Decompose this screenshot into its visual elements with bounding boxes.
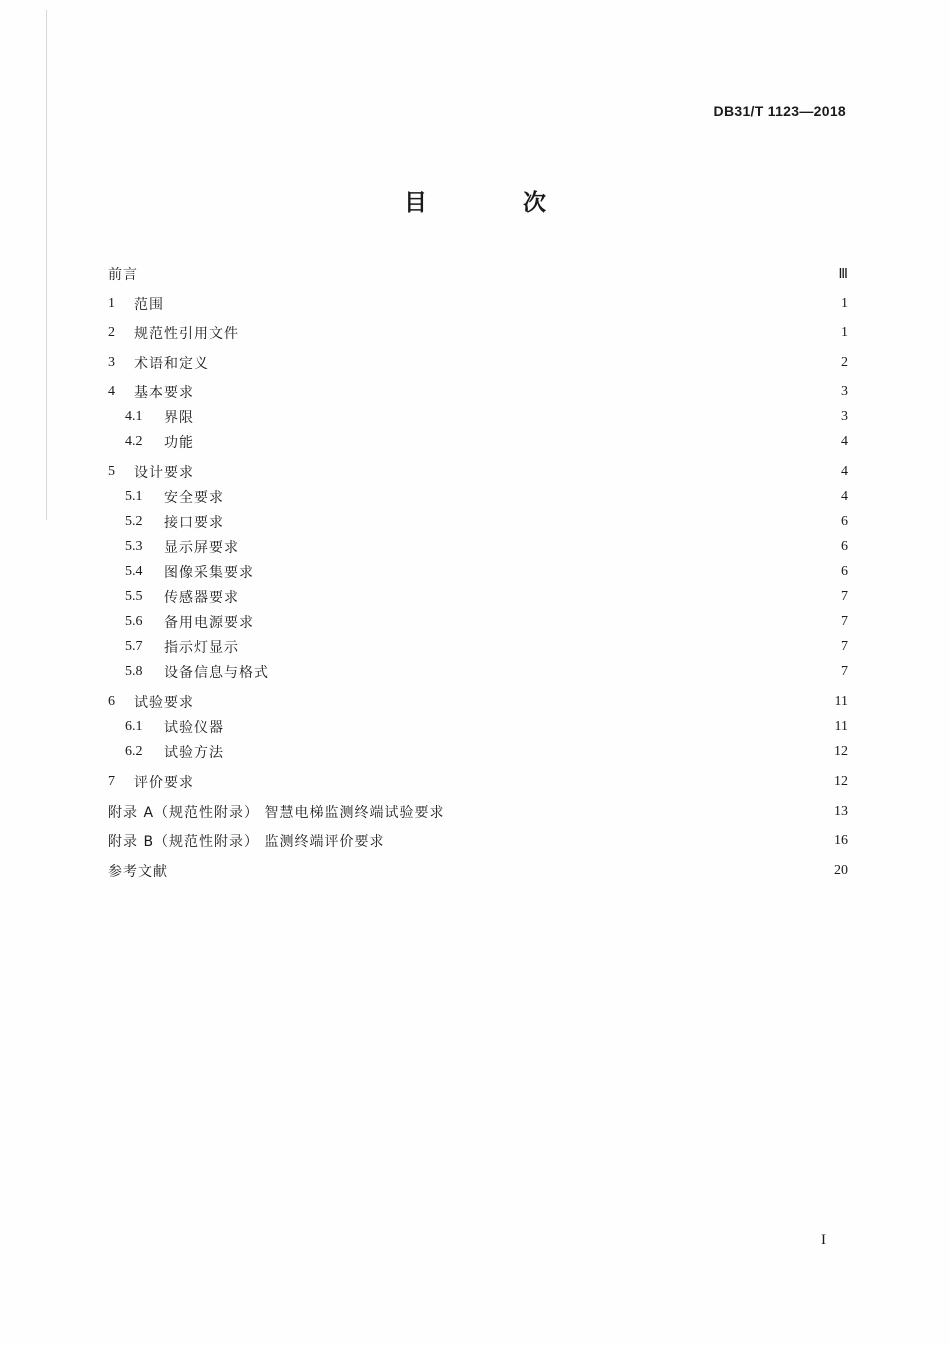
toc-entry-number: 7 — [108, 774, 115, 789]
toc-entry-page: 7 — [841, 664, 848, 679]
toc-entry-label: 设备信息与格式 — [164, 665, 269, 681]
toc-entry-7[interactable] — [108, 772, 848, 792]
toc-entry-label: 设计要求 — [134, 465, 194, 481]
toc-entry-5-6[interactable] — [125, 612, 848, 632]
toc-entry-label: 规范性引用文件 — [134, 326, 239, 342]
toc-entry-5-2[interactable] — [125, 512, 848, 532]
toc-entry-page: 2 — [841, 355, 848, 370]
toc-entry-label: 附录 B（规范性附录） 监测终端评价要求 — [108, 834, 385, 850]
toc-leader-dots — [247, 637, 832, 657]
toc-entry-label: 传感器要求 — [164, 590, 239, 606]
toc-entry-page: 16 — [834, 833, 848, 848]
toc-entry-1[interactable] — [108, 294, 848, 314]
toc-entry-page: 12 — [834, 774, 848, 789]
toc-entry-number: 5.1 — [125, 489, 143, 504]
toc-entry-5-3[interactable] — [125, 537, 848, 557]
toc-entry-appendix-b[interactable] — [108, 831, 848, 851]
toc-leader-dots — [262, 612, 832, 632]
toc-entry-number: 4.1 — [125, 409, 143, 424]
toc-leader-dots — [232, 742, 828, 762]
toc-entry-number: 6.2 — [125, 744, 143, 759]
toc-entry-page: 12 — [834, 744, 848, 759]
toc-entry-number: 5.2 — [125, 514, 143, 529]
toc-entry-label: 接口要求 — [164, 515, 224, 531]
toc-entry-label: 试验方法 — [164, 745, 224, 761]
toc-entry-6[interactable] — [108, 692, 848, 712]
toc-leader-dots — [202, 772, 828, 792]
toc-entry-label: 界限 — [164, 410, 194, 426]
toc-leader-dots — [202, 407, 832, 427]
toc-entry-6-1[interactable] — [125, 717, 848, 737]
toc-entry-label: 基本要求 — [134, 385, 194, 401]
toc-entry-page: Ⅲ — [838, 266, 848, 282]
toc-entry-label: 试验要求 — [134, 695, 194, 711]
toc-entry-number: 6.1 — [125, 719, 143, 734]
toc-entry-foreword[interactable] — [108, 264, 848, 284]
toc-entry-number: 5 — [108, 464, 115, 479]
toc-entry-5-5[interactable] — [125, 587, 848, 607]
toc-entry-page: 7 — [841, 614, 848, 629]
toc-entry-number: 5.4 — [125, 564, 143, 579]
toc-leader-dots — [202, 462, 832, 482]
toc-entry-page: 6 — [841, 514, 848, 529]
toc-leader-dots — [172, 294, 832, 314]
toc-leader-dots — [146, 264, 832, 284]
toc-leader-dots — [202, 382, 832, 402]
toc-leader-dots — [232, 717, 829, 737]
toc-entry-page: 4 — [841, 464, 848, 479]
toc-entry-5-7[interactable] — [125, 637, 848, 657]
toc-entry-number: 4.2 — [125, 434, 143, 449]
toc-entry-4-1[interactable] — [125, 407, 848, 427]
toc-leader-dots — [247, 587, 832, 607]
toc-entry-number: 5.3 — [125, 539, 143, 554]
toc-entry-label: 功能 — [164, 435, 194, 451]
toc-entry-appendix-a[interactable] — [108, 802, 848, 822]
toc-entry-number: 1 — [108, 296, 115, 311]
toc-entry-page: 7 — [841, 589, 848, 604]
toc-entry-number: 5.6 — [125, 614, 143, 629]
toc-entry-number: 3 — [108, 355, 115, 370]
toc-entry-label: 试验仪器 — [164, 720, 224, 736]
toc-leader-dots — [247, 323, 832, 343]
toc-leader-dots — [277, 662, 832, 682]
toc-entry-page: 11 — [834, 694, 848, 709]
toc-entry-label: 前言 — [108, 267, 138, 283]
toc-entry-references[interactable] — [108, 861, 848, 881]
toc-entry-page: 3 — [841, 384, 848, 399]
toc-entry-label: 备用电源要求 — [164, 615, 254, 631]
toc-entry-number: 5.7 — [125, 639, 143, 654]
toc-entry-5-8[interactable] — [125, 662, 848, 682]
toc-entry-number: 4 — [108, 384, 115, 399]
toc-leader-dots — [393, 831, 828, 851]
toc-leader-dots — [232, 512, 832, 532]
toc-leader-dots — [202, 692, 829, 712]
toc-entry-page: 3 — [841, 409, 848, 424]
toc-entry-label: 评价要求 — [134, 775, 194, 791]
toc-entry-label: 术语和定义 — [134, 356, 209, 372]
toc-entry-page: 1 — [841, 296, 848, 311]
toc-leader-dots — [176, 861, 828, 881]
toc-leader-dots — [217, 353, 832, 373]
document-code: DB31/T 1123—2018 — [713, 103, 846, 119]
toc-leader-dots — [452, 802, 828, 822]
toc-leader-dots — [262, 562, 832, 582]
toc-entry-page: 7 — [841, 639, 848, 654]
toc-entry-page: 6 — [841, 539, 848, 554]
toc-leader-dots — [232, 487, 832, 507]
page-folio: I — [821, 1232, 826, 1248]
toc-entry-number: 6 — [108, 694, 115, 709]
toc-entry-label: 显示屏要求 — [164, 540, 239, 556]
toc-entry-page: 1 — [841, 325, 848, 340]
toc-entry-page: 6 — [841, 564, 848, 579]
toc-entry-5-1[interactable] — [125, 487, 848, 507]
page-edge-line — [46, 10, 47, 520]
toc-entry-page: 4 — [841, 489, 848, 504]
toc-leader-dots — [247, 537, 832, 557]
toc-entry-label: 参考文献 — [108, 864, 168, 880]
toc-entry-2[interactable] — [108, 323, 848, 343]
toc-entry-5[interactable] — [108, 462, 848, 482]
toc-entry-6-2[interactable] — [125, 742, 848, 762]
toc-entry-page: 11 — [834, 719, 848, 734]
toc-entry-number: 2 — [108, 325, 115, 340]
toc-title: 目 次 — [403, 190, 590, 216]
toc-entry-page: 13 — [834, 804, 848, 819]
toc-entry-4[interactable] — [108, 382, 848, 402]
toc-entry-page: 20 — [834, 863, 848, 878]
toc-entry-label: 附录 A（规范性附录） 智慧电梯监测终端试验要求 — [108, 805, 445, 821]
toc-entry-number: 5.5 — [125, 589, 143, 604]
toc-entry-page: 4 — [841, 434, 848, 449]
toc-entry-number: 5.8 — [125, 664, 143, 679]
toc-entry-4-2[interactable] — [125, 432, 848, 452]
toc-leader-dots — [202, 432, 832, 452]
toc-entry-label: 安全要求 — [164, 490, 224, 506]
toc-entry-3[interactable] — [108, 353, 848, 373]
toc-entry-label: 指示灯显示 — [164, 640, 239, 656]
toc-entry-label: 图像采集要求 — [164, 565, 254, 581]
toc-entry-5-4[interactable] — [125, 562, 848, 582]
toc-entry-label: 范围 — [134, 297, 164, 313]
